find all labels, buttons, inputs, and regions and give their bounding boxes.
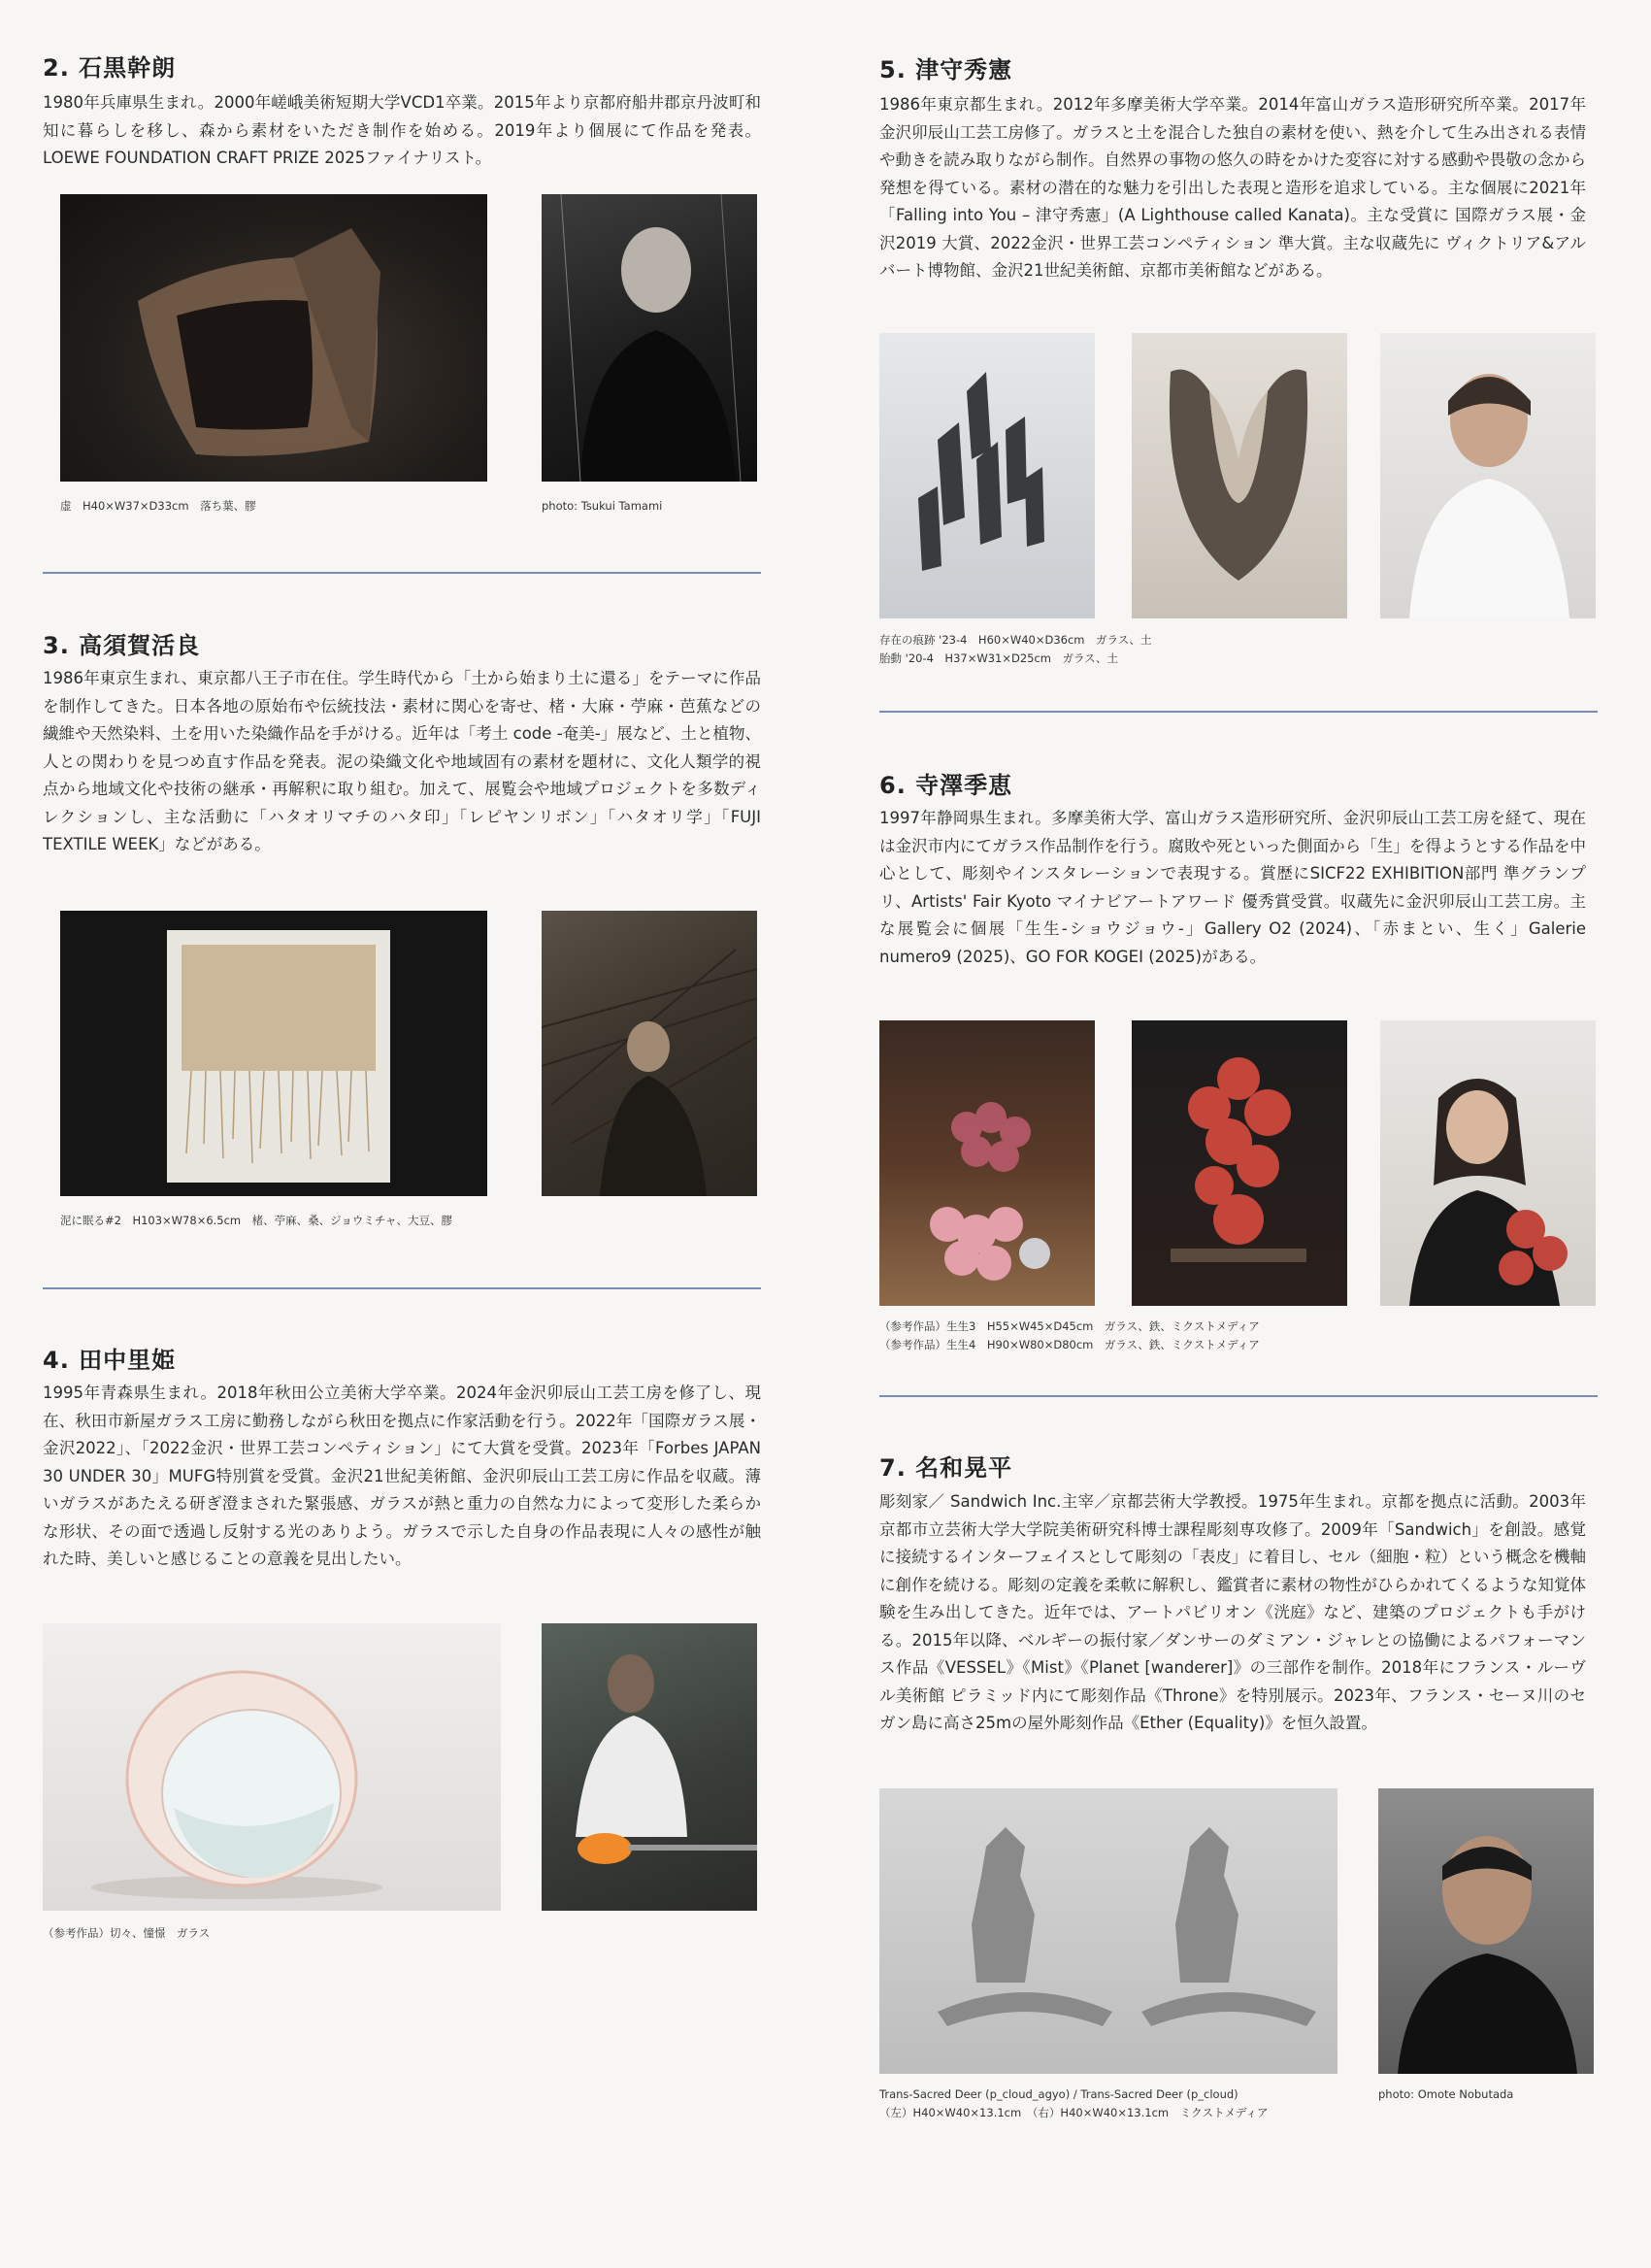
artist-portrait	[1380, 333, 1596, 618]
artist-portrait	[1380, 1020, 1596, 1306]
artist-bio: 彫刻家／ Sandwich Inc.主宰／京都芸術大学教授。1975年生まれ。京都を拠点に活動。2003年京都市立芸術大学大学院美術研究科博士課程彫刻専攻修了。2009年「Sandwich」を創設。感覚に接続するインターフェイスとして彫刻の「表皮」に着目し、セル（細胞・粒）という概念を機軸に創作を続ける。彫刻の定義を柔軟に解釈し、鑑賞者に素材の物性がひらかれてくるような知覚体験を生み出してきた。近年では、アートパビリオン《洸庭》など、建築のプロジェクトも手がける。2015年以降、ベルギーの振付家／ダンサーのダミアン・ジャレとの協働によるパフォーマンス作品《VESSEL》《Mist》《Planet [wanderer]》の三部作を制作。2018年にフランス・ルーヴル美術館 ピラミッド内にて彫刻作品《Throne》を特別展示。2023年、フランス・セーヌ川のセガン島に高さ25mの屋外彫刻作品《Ether (Equality)》を恒久設置。	[879, 1492, 1586, 1732]
portrait-silhouette	[1378, 1788, 1594, 2074]
artwork-caption-1: 存在の痕跡 '23-4 H60×W40×D36cm ガラス、土	[879, 633, 1152, 647]
portrait-silhouette	[1380, 1020, 1596, 1306]
artist-bio: 1986年東京都生まれ。2012年多摩美術大学卒業。2014年富山ガラス造形研究所卒業。2017年金沢卯辰山工芸工房修了。ガラスと土を混合した独自の素材を使い、熱を介して生み出される表情や動きを読み取りながら制作。自然界の事物の悠久の時をかけた変容に対する感動や畏敬の念から発想を得ている。素材の潜在的な魅力を引出した表現と造形を追求している。主な個展に2021年「Falling into You – 津守秀憲」(A Lighthouse called Kanata)。主な受賞に 国際ガラス展・金沢2019 大賞、2022金沢・世界工芸コンペティション 準大賞。主な収蔵先に ヴィクトリア&アルバート博物館、金沢21世紀美術館、京都市美術館などがある。	[879, 95, 1586, 280]
artist-bio: 1980年兵庫県生まれ。2000年嵯峨美術短期大学VCD1卒業。2015年より京都府船井郡京丹波町和知に暮らしを移し、森から素材をいただき制作を始める。2019年より個展にて作品を発表。LOEWE FOUNDATION CRAFT PRIZE 2025ファイナリスト。	[43, 93, 761, 167]
artwork-image-2	[1132, 333, 1347, 618]
artist-heading: 6. 寺澤季恵	[879, 772, 1013, 799]
artwork-illustration	[879, 333, 1095, 618]
artwork-illustration	[60, 194, 487, 482]
section-divider	[879, 711, 1598, 713]
artwork-illustration	[43, 1623, 501, 1911]
artist-bio: 1995年青森県生まれ。2018年秋田公立美術大学卒業。2024年金沢卯辰山工芸工房を修了し、現在、秋田市新屋ガラス工房に勤務しながら秋田を拠点に作家活動を行う。2022年「国際ガラス展・金沢2022」、「2022金沢・世界工芸コンペティション」にて大賞を受賞。2023年「Forbes JAPAN 30 UNDER 30」MUFG特別賞を受賞。金沢21世紀美術館、金沢卯辰山工芸工房に作品を収蔵。薄いガラスがあたえる研ぎ澄まされた緊張感、ガラスが熱と重力の自然な力によって変形した柔らかな形状、その面で透過し反射する光のありよう。ガラスで示した自身の作品表現に人々の感性が触れた時、美しいと感じることの意義を見出したい。	[43, 1384, 761, 1568]
portrait-silhouette	[1380, 333, 1596, 618]
artwork-caption: 虚 H40×W37×D33cm 落ち葉、膠	[60, 499, 256, 513]
artwork-illustration	[1132, 333, 1347, 618]
artwork-caption-2: （左）H40×W40×13.1cm （右）H40×W40×13.1cm ミクストメディア	[879, 2106, 1269, 2119]
artist-heading: 7. 名和晃平	[879, 1454, 1013, 1482]
artwork-illustration	[879, 1788, 1337, 2074]
artwork-caption-2: 胎動 '20-4 H37×W31×D25cm ガラス、土	[879, 651, 1118, 665]
artwork-caption-2: （参考作品）生生4 H90×W80×D80cm ガラス、鉄、ミクストメディア	[879, 1338, 1260, 1351]
artwork-illustration	[60, 911, 487, 1196]
section-divider	[43, 1287, 761, 1289]
artwork-image	[43, 1623, 501, 1911]
artist-heading: 5. 津守秀憲	[879, 56, 1013, 83]
artwork-image-1	[879, 333, 1095, 618]
artist-portrait	[542, 194, 757, 482]
artwork-caption: 泥に眠る#2 H103×W78×6.5cm 楮、苧麻、桑、ジョウミチャ、大豆、膠	[60, 1214, 453, 1227]
artist-portrait	[542, 1623, 757, 1911]
artist-heading: 3. 高須賀活良	[43, 632, 201, 659]
section-divider	[879, 1395, 1598, 1397]
portrait-silhouette	[542, 911, 757, 1196]
artist-heading: 2. 石黒幹朗	[43, 54, 177, 82]
artwork-caption-1: （参考作品）生生3 H55×W45×D45cm ガラス、鉄、ミクストメディア	[879, 1319, 1260, 1333]
artist-bio: 1986年東京生まれ、東京都八王子市在住。学生時代から「土から始まり土に還る」をテーマに作品を制作してきた。日本各地の原始布や伝統技法・素材に関心を寄せ、楮・大麻・苧麻・芭蕉などの繊維や天然染料、土を用いた染織作品を手がける。近年は「考土 code -奄美-」展など、土と植物、人との関わりを見つめ直す作品を発表。泥の染織文化や地域固有の素材を題材に、文化人類学的視点から地域文化や技術の継承・再解釈に取り組む。加えて、展覧会や地域プロジェクトを多数ディレクションし、主な活動に「ハタオリマチのハタ印」「レピヤンリボン」「ハタオリ学」「FUJI TEXTILE WEEK」などがある。	[43, 669, 761, 853]
artwork-image-1	[879, 1020, 1095, 1306]
artist-portrait	[1378, 1788, 1594, 2074]
artwork-caption: （参考作品）切々、憧憬 ガラス	[43, 1926, 211, 1940]
artist-heading: 4. 田中里姫	[43, 1347, 177, 1374]
artist-portrait	[542, 911, 757, 1196]
artwork-caption-1: Trans-Sacred Deer (p_cloud_agyo) / Trans-Sacred Deer (p_cloud)	[879, 2087, 1238, 2101]
artwork-image	[60, 911, 487, 1196]
photo-credit: photo: Omote Nobutada	[1378, 2087, 1514, 2101]
artwork-image	[60, 194, 487, 482]
artwork-illustration	[1132, 1020, 1347, 1306]
artwork-image-2	[1132, 1020, 1347, 1306]
portrait-silhouette	[542, 1623, 757, 1911]
photo-credit: photo: Tsukui Tamami	[542, 499, 663, 513]
section-divider	[43, 572, 761, 574]
portrait-silhouette	[542, 194, 757, 482]
artist-bio: 1997年静岡県生まれ。多摩美術大学、富山ガラス造形研究所、金沢卯辰山工芸工房を経て、現在は金沢市内にてガラス作品制作を行う。腐敗や死といった側面から「生」を得ようとする作品を中心として、彫刻やインスタレーションで表現する。賞歴にSICF22 EXHIBITION部門 準グランプリ、Artists' Fair Kyoto マイナビアートアワード 優秀賞受賞。収蔵先に金沢卯辰山工芸工房。主な展覧会に個展「生生-ショウジョウ-」Gallery O2 (2024)、「赤まとい、生く」Galerie numero9 (2025)、GO FOR KOGEI (2025)がある。	[879, 809, 1586, 966]
artwork-image	[879, 1788, 1337, 2074]
artwork-illustration	[879, 1020, 1095, 1306]
